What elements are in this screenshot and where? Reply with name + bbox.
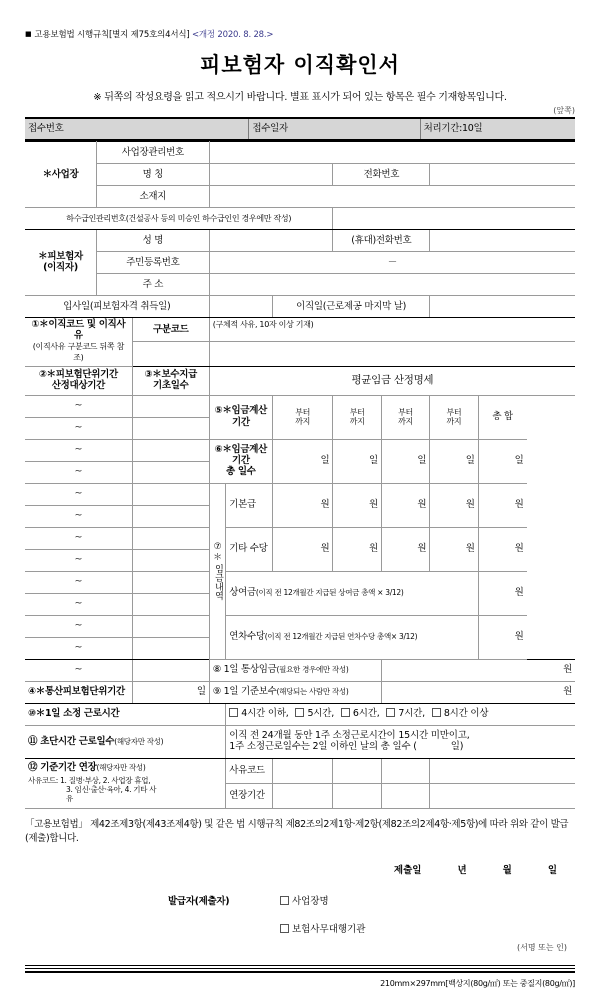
other-allowance-label: 기타 수당 [226, 527, 273, 571]
item2-label [25, 366, 132, 395]
period-to-3: 까지 [398, 417, 413, 427]
item1-label [25, 318, 132, 367]
item2-label-line1: ②＊피보험단위기간 [38, 368, 118, 380]
item2-tilde: ~ [74, 466, 83, 478]
item6-label-line1: ⑥＊임금계산기간 [214, 443, 268, 466]
subcontractor-row [25, 208, 575, 230]
item2-period-row[interactable] [25, 615, 132, 637]
item6-days-2[interactable]: 일 [333, 439, 381, 483]
item12-extension-label: 연장기간 [226, 783, 273, 808]
processing-period-cell: 처리기간:10일 [420, 118, 575, 140]
item2-period-row[interactable] [25, 549, 132, 571]
item7-other-row [25, 527, 575, 549]
item3-days-input[interactable] [132, 659, 209, 681]
issuer-option-1[interactable] [280, 893, 329, 907]
item3-days-input[interactable] [132, 483, 209, 505]
item5-period-2[interactable] [333, 395, 381, 439]
item2-tilde: ~ [74, 510, 83, 522]
item7-vertical-text: 임금내역 [212, 564, 223, 601]
bonus-row [25, 571, 575, 593]
insured-rrn-label: 주민등록번호 [97, 252, 210, 274]
item10-option-2: 6시간, [352, 708, 380, 720]
checkbox-6hours-icon[interactable] [341, 708, 350, 717]
hire-date-label: 입사일(피보험자격 취득일) [25, 296, 209, 318]
workplace-address-row [25, 186, 575, 208]
main-form-table [25, 141, 575, 809]
item12-reason-code-3[interactable] [381, 758, 429, 783]
subcontractor-input[interactable] [333, 208, 575, 230]
issuer-option-2-label: 보험사무대행기관 [292, 924, 366, 936]
item5-period-3[interactable] [381, 395, 429, 439]
form-notice: ※ 뒤쪽의 작성요령을 읽고 적으시기 바랍니다. 별표 표시가 되어 있는 항목은 필수 기재항목입니다. [93, 92, 507, 103]
other-allowance-3[interactable]: 원 [381, 527, 429, 571]
workplace-name-label: 명 칭 [97, 164, 210, 186]
insured-name-input[interactable] [209, 230, 333, 252]
item12-label [25, 758, 226, 808]
item2-period-row[interactable] [25, 659, 132, 681]
item2-tilde: ~ [74, 642, 83, 654]
checkbox-workplace-name-icon[interactable] [280, 896, 289, 905]
item3-days-input[interactable] [132, 505, 209, 527]
item8-row [25, 659, 575, 681]
issuer-row-2 [25, 921, 575, 937]
item2-tilde: ~ [74, 554, 83, 566]
item12-reason-code-label: 사유코드 [226, 758, 273, 783]
other-allowance-4[interactable]: 원 [430, 527, 478, 571]
period-to-2: 까지 [349, 417, 365, 427]
insured-mobile-label: (휴대)전화번호 [333, 230, 430, 252]
legal-statement: 「고용보험법」 제42조제3항(제43조제4항) 및 같은 법 시행규칙 제82조의2제1항·제2항(제82조의2제4항·제5항)에 따라 위와 같이 발급(제출)합니다. [25, 818, 569, 844]
annual-leave-label [226, 615, 478, 659]
item12-codes-line1: 사유코드: 1. 질병·부상, 2. 사업장 휴업, [28, 775, 151, 785]
item10-option-1: 5시간, [307, 708, 335, 720]
workplace-mgmtno-label: 사업장관리번호 [97, 142, 210, 164]
footer-divider [25, 965, 575, 973]
insured-rrn-input[interactable]: － [209, 252, 575, 274]
item4-item9-row [25, 681, 575, 703]
item10-option-4: 8시간 이상 [443, 708, 489, 720]
annual-leave-total[interactable]: 원 [478, 615, 526, 659]
signature-note: (서명 또는 인) [517, 943, 567, 953]
issuer-option-2[interactable] [280, 921, 365, 935]
basic-pay-4[interactable]: 원 [430, 483, 478, 527]
item1-label-sub: (이직사유 구분코드 뒤쪽 참조) [32, 341, 124, 362]
item11-desc-unit: 일) [450, 740, 464, 752]
annual-leave-row [25, 615, 575, 637]
checkbox-7hours-icon[interactable] [386, 708, 395, 717]
annual-leave-label-main: 연차수당 [229, 631, 265, 643]
insured-group-label [25, 230, 97, 296]
item9-label [209, 681, 381, 703]
item3-label-line1: ③＊보수지급 [144, 368, 197, 380]
item2-period-row[interactable] [25, 439, 132, 461]
issuer-label: 발급자(제출자) [168, 896, 230, 908]
item7-number: ⑦ [213, 541, 222, 552]
basic-pay-3[interactable]: 원 [381, 483, 429, 527]
submit-date-label: 제출일 [393, 865, 422, 877]
period-from-1: 부터 [295, 408, 311, 417]
page-title: 피보험자 이직확인서 [200, 53, 400, 77]
leave-code-row [25, 318, 575, 342]
item12-reason-code-4[interactable] [430, 758, 575, 783]
receipt-date-cell[interactable]: 접수일자 [249, 118, 420, 140]
bonus-total[interactable]: 원 [478, 571, 526, 615]
item2-tilde: ~ [74, 532, 83, 544]
item11-desc-line1: 이직 전 24개월 동안 1주 소정근로시간이 15시간 미만이고, [229, 729, 470, 741]
item8-label-note: (필요한 경우에만 작성) [276, 665, 349, 675]
hire-date-input[interactable] [209, 296, 272, 318]
checkbox-8hours-icon[interactable] [432, 708, 441, 717]
insured-rrn-row [25, 252, 575, 274]
item10-row [25, 703, 575, 725]
item3-label [132, 366, 209, 395]
item4-label: ④＊통산피보험단위기간 [25, 681, 132, 703]
checkbox-insurance-agency-icon[interactable] [280, 924, 289, 933]
item2-period-row[interactable] [25, 637, 132, 659]
checkbox-4hours-icon[interactable] [229, 708, 238, 717]
item6-days-1[interactable]: 일 [272, 439, 333, 483]
leave-date-input[interactable] [430, 296, 575, 318]
item2-period-row[interactable] [25, 483, 132, 505]
item1-reason-hint: (구체적 사유, 10자 이상 기재) [209, 318, 575, 342]
form-identifier [25, 28, 575, 40]
item1-label-main: ①＊이직코드 및 이직사유 [31, 319, 126, 341]
period-to-4: 까지 [446, 417, 462, 427]
item2-label-line2: 산정대상기간 [51, 379, 105, 391]
period-from-2: 부터 [349, 408, 365, 417]
item2-period-row[interactable] [25, 593, 132, 615]
item2-tilde: ~ [74, 488, 83, 500]
item12-label-note: (해당자만 작성) [96, 762, 146, 772]
item10-option-0: 4시간 이하, [241, 708, 289, 720]
item2-tilde: ~ [74, 664, 83, 676]
item9-value[interactable]: 원 [381, 681, 575, 703]
submit-month-label[interactable]: 월 [502, 865, 512, 877]
item12-codes-line3: 유 [66, 794, 73, 804]
item6-days-total[interactable]: 일 [478, 439, 526, 483]
item11-label-main: ⑪ 초단시간 근로일수 [28, 735, 115, 747]
workplace-name-row [25, 164, 575, 186]
item3-days-input[interactable] [132, 593, 209, 615]
subcontractor-label: 하수급인관리번호(건설공사 등의 미승인 하수급인인 경우에만 작성) [25, 208, 333, 230]
item12-extension-2[interactable] [333, 783, 381, 808]
item2-period-row[interactable] [25, 571, 132, 593]
item2-tilde: ~ [74, 422, 83, 434]
other-allowance-total[interactable]: 원 [478, 527, 526, 571]
item6-days-3[interactable]: 일 [381, 439, 429, 483]
item5-total: 총 합 [478, 395, 526, 439]
basic-pay-2[interactable]: 원 [333, 483, 381, 527]
workplace-group-label: ＊사업장 [25, 142, 97, 208]
item1-reason-input[interactable] [209, 342, 575, 366]
annual-leave-label-note: (이직 전 12개월간 지급된 연차수당 총액× 3/12) [264, 632, 418, 642]
item2-tilde: ~ [74, 620, 83, 632]
item8-label-main: ⑧ 1일 통상임금 [212, 664, 277, 676]
item9-label-note: (해당되는 사람만 작성) [276, 687, 349, 697]
other-allowance-1[interactable]: 원 [272, 527, 333, 571]
item6-label [209, 439, 272, 483]
item10-options [226, 703, 575, 725]
item2-tilde: ~ [74, 400, 83, 412]
item8-label [209, 659, 381, 681]
workplace-phone-label: 전화번호 [333, 164, 430, 186]
avg-wage-section-title: 평균임금 산정명세 [209, 366, 575, 395]
item11-row [25, 725, 575, 758]
insured-name-label: 성 명 [97, 230, 210, 252]
item12-reason-code-row [25, 758, 575, 783]
item2-period-row[interactable] [25, 461, 132, 483]
item8-value[interactable]: 원 [381, 659, 575, 681]
item11-desc-line2: 1주 소정근로일수는 2일 이하인 날의 총 일수 ( [229, 740, 417, 752]
item12-extension-3[interactable] [381, 783, 429, 808]
insured-name-row [25, 230, 575, 252]
basic-pay-1[interactable]: 원 [272, 483, 333, 527]
item12-reason-code-1[interactable] [272, 758, 333, 783]
workplace-mgmtno-input[interactable] [209, 142, 575, 164]
item7-vertical-label [209, 483, 225, 659]
insured-group-label-line1: ＊피보험자 [38, 250, 83, 262]
item2-period-row[interactable] [25, 417, 132, 439]
insured-group-label-line2: (이직자) [43, 261, 78, 273]
insured-mobile-input[interactable] [430, 230, 575, 252]
bonus-label-note: (이직 전 12개월간 지급된 상여금 총액 × 3/12) [255, 588, 404, 598]
checkbox-5hours-icon[interactable] [295, 708, 304, 717]
item2-period-row[interactable] [25, 527, 132, 549]
item23-header-row [25, 366, 575, 395]
item12-extension-1[interactable] [272, 783, 333, 808]
receipt-header-table [25, 117, 575, 141]
item12-codes-line2: 3. 임신·출산·육아, 4. 기타 사 [66, 784, 157, 794]
item3-days-input[interactable] [132, 527, 209, 549]
item4-value[interactable]: 일 [132, 681, 209, 703]
submit-day-label[interactable]: 일 [547, 865, 557, 877]
leave-date-label: 이직일(근로제공 마지막 날) [272, 296, 429, 318]
item3-days-input[interactable] [132, 615, 209, 637]
footer-rule-thick [25, 971, 575, 973]
workplace-address-label: 소재지 [97, 186, 210, 208]
insured-address-label: 주 소 [97, 274, 210, 296]
item5-period-1[interactable] [272, 395, 333, 439]
item6-row [25, 439, 575, 461]
workplace-address-input[interactable] [209, 186, 575, 208]
issuer-row-1 [25, 893, 575, 909]
item3-days-input[interactable] [132, 395, 209, 417]
issuer-option-1-label: 사업장명 [292, 896, 329, 908]
item6-days-4[interactable]: 일 [430, 439, 478, 483]
item1-code-label: 구분코드 [132, 318, 209, 342]
item2-tilde: ~ [74, 576, 83, 588]
hire-leave-date-row [25, 296, 575, 318]
item11-label [25, 725, 226, 758]
item6-label-line2: 총 일수 [226, 465, 256, 477]
submit-year-label[interactable]: 년 [457, 865, 467, 877]
workplace-phone-input[interactable] [430, 164, 575, 186]
item3-days-input[interactable] [132, 571, 209, 593]
item3-days-input[interactable] [132, 439, 209, 461]
item12-reason-code-2[interactable] [333, 758, 381, 783]
item12-label-main: ⑫ 기준기간 연장 [28, 761, 97, 773]
item2-tilde: ~ [74, 444, 83, 456]
item2-tilde: ~ [74, 598, 83, 610]
period-from-3: 부터 [398, 408, 413, 417]
paper-specification: 210mm×297mm[백상지(80g/㎡) 또는 중질지(80g/㎡)] [380, 978, 575, 988]
item5-label: ⑤＊임금계산기간 [209, 395, 272, 439]
receipt-number-cell[interactable]: 접수번호 [25, 118, 249, 140]
item5-row [25, 395, 575, 417]
bonus-label-main: 상여금 [229, 587, 256, 599]
item1-code-input[interactable] [132, 342, 209, 366]
form-id-text: 고용보험법 시행규칙[별지 제75호의4서식] [34, 30, 190, 40]
other-allowance-2[interactable]: 원 [333, 527, 381, 571]
item3-days-input[interactable] [132, 461, 209, 483]
item3-days-input[interactable] [132, 417, 209, 439]
item5-period-4[interactable] [430, 395, 478, 439]
item3-days-input[interactable] [132, 637, 209, 659]
item2-period-row[interactable] [25, 395, 132, 417]
item3-days-input[interactable] [132, 549, 209, 571]
item3-label-line2: 기초일수 [152, 379, 189, 391]
item11-description [226, 725, 575, 758]
basic-pay-total[interactable]: 원 [478, 483, 526, 527]
period-from-4: 부터 [446, 408, 462, 417]
item2-period-row[interactable] [25, 505, 132, 527]
insured-address-input[interactable] [209, 274, 575, 296]
workplace-mgmtno-row [25, 142, 575, 164]
item10-label: ⑩＊1일 소정 근로시간 [25, 703, 226, 725]
insured-address-row [25, 274, 575, 296]
item11-label-note: (해당자만 작성) [114, 736, 164, 746]
item9-label-main: ⑨ 1일 기준보수 [212, 686, 277, 698]
submit-date-line [25, 862, 575, 876]
page-side-marker: (앞쪽) [553, 106, 575, 115]
form-page [0, 28, 600, 988]
form-revision-text: <개정 2020. 8. 28.> [191, 30, 274, 40]
bullet-square-icon: ■ [25, 30, 32, 38]
period-to-1: 까지 [295, 417, 311, 427]
item12-extension-4[interactable] [430, 783, 575, 808]
workplace-name-input[interactable] [209, 164, 333, 186]
basic-pay-label: 기본급 [226, 483, 273, 527]
item10-option-3: 7시간, [398, 708, 425, 720]
item7-star: ＊ [213, 553, 222, 564]
bonus-label [226, 571, 478, 615]
receipt-row [25, 118, 575, 140]
item7-basic-row [25, 483, 575, 505]
